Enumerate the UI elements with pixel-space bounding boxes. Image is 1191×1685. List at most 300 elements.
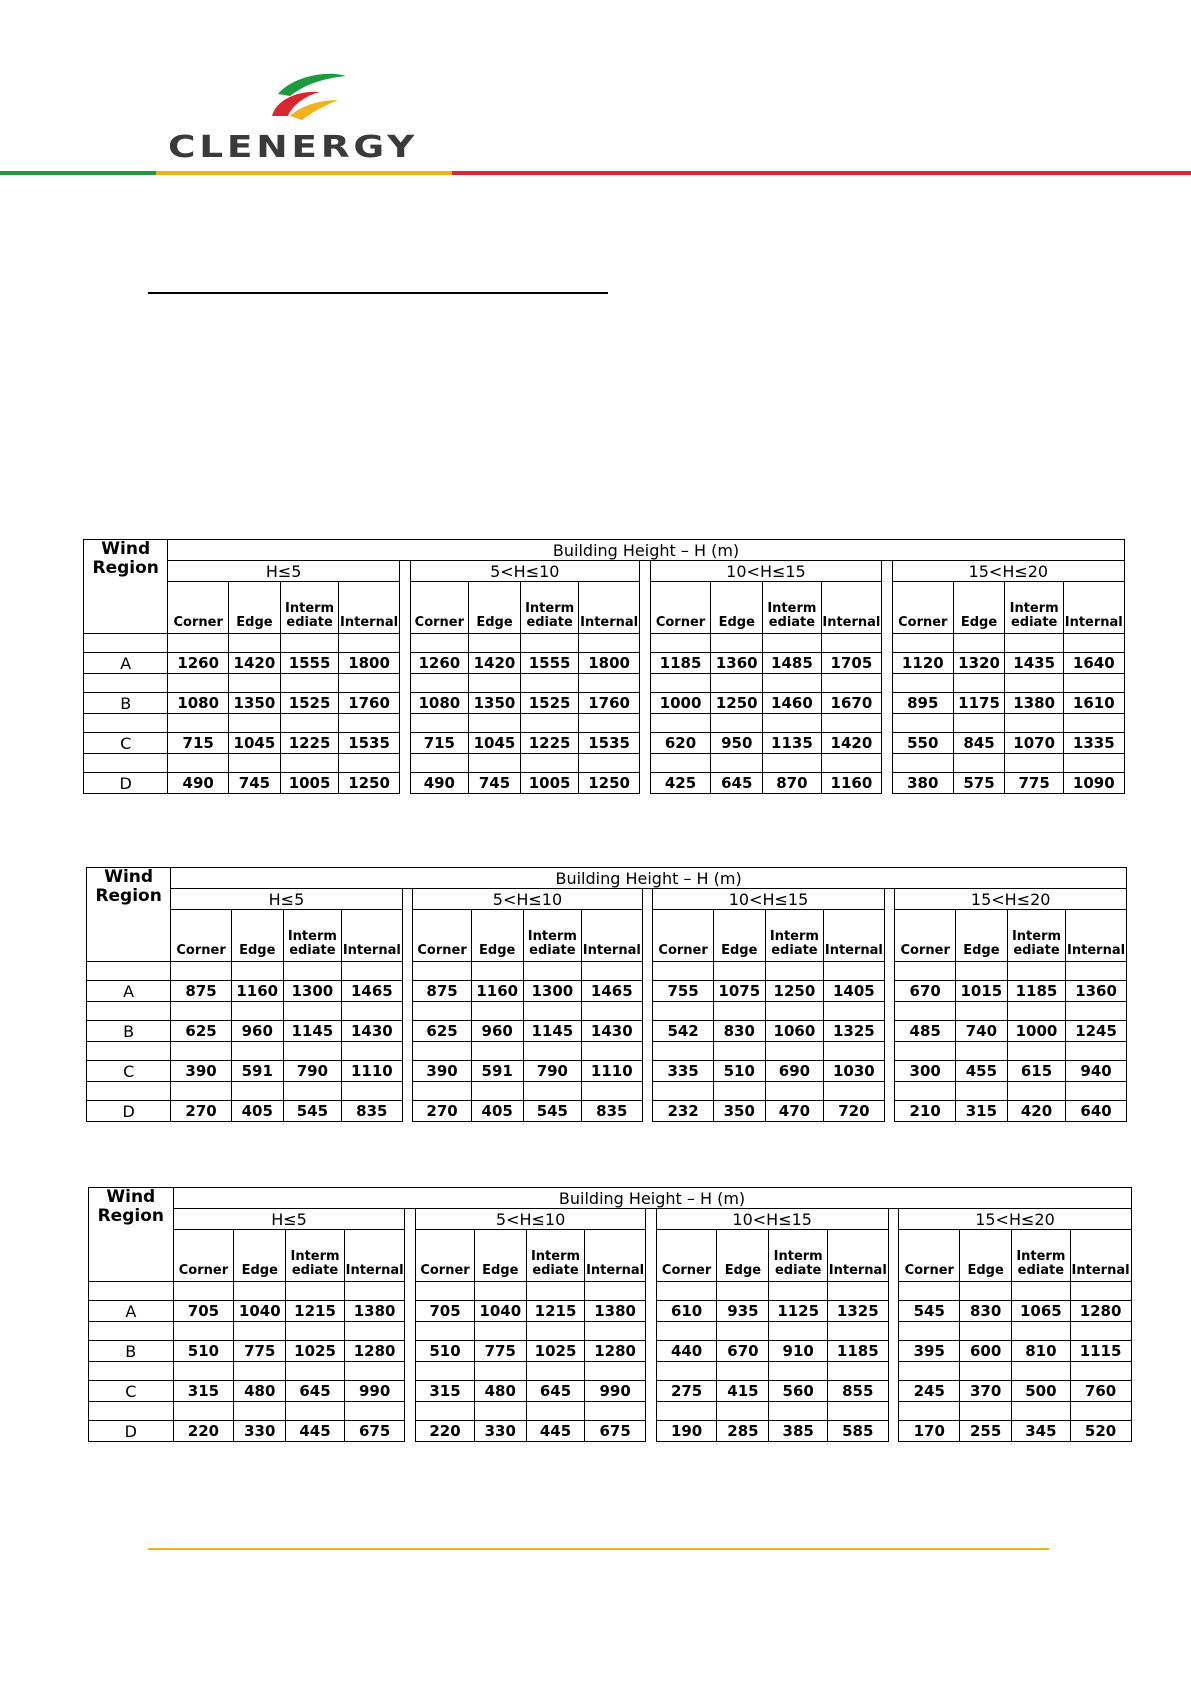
column-header-intermediate [520,582,578,634]
spacer-cell [585,1322,646,1341]
value-cell: 1760 [339,693,400,714]
spacer-cell [286,1282,345,1301]
value-cell: 395 [899,1341,960,1362]
spacer-cell [1066,962,1127,981]
value-cell: 745 [228,773,280,794]
wind-region-header [87,868,171,962]
region-cell: B [84,693,168,714]
value-cell: 485 [895,1021,956,1042]
spacer-cell [413,1082,471,1101]
value-cell: 1535 [339,733,400,754]
spacer-cell [579,754,640,773]
value-cell: 1040 [234,1301,286,1322]
building-height-header: Building Height – H (m) [171,868,1127,889]
value-cell: 1705 [821,653,882,674]
height-group-header: 15<H≤20 [899,1209,1131,1230]
value-cell: 875 [413,981,471,1002]
table-row [87,1061,1127,1082]
spacer-cell [955,1002,1007,1021]
spacer-cell [892,754,953,773]
value-cell: 775 [474,1341,526,1362]
value-cell: 170 [899,1421,960,1442]
column-header-edge: Edge [469,582,521,634]
spacer-cell [474,1322,526,1341]
value-cell: 1070 [1005,733,1063,754]
group-separator [888,1322,899,1341]
value-cell: 591 [231,1061,283,1082]
spacer-cell [1063,634,1124,653]
spacer-cell [827,1322,888,1341]
region-label: Region [92,558,159,578]
spacer-cell [410,714,468,733]
value-cell: 350 [713,1101,765,1122]
group-separator [884,962,895,981]
value-cell: 500 [1012,1381,1071,1402]
wind-load-table [83,539,1125,794]
column-header-corner: Corner [656,1230,717,1282]
column-header-intermediate [1012,1230,1071,1282]
intermediate-line-2: ediate [771,943,818,958]
value-cell: 950 [711,733,763,754]
value-cell: 1435 [1005,653,1063,674]
value-cell: 390 [171,1061,232,1082]
value-cell: 425 [650,773,711,794]
group-separator [645,1341,656,1362]
spacer-cell [286,1362,345,1381]
spacer-cell [585,1282,646,1301]
column-header-corner: Corner [650,582,711,634]
group-separator [399,773,410,794]
column-header-internal: Internal [827,1230,888,1282]
group-separator [884,1061,895,1082]
value-cell: 1005 [520,773,578,794]
value-cell: 510 [416,1341,475,1362]
group-separator [884,1082,895,1101]
spacer-cell [1066,1002,1127,1021]
value-cell: 1125 [769,1301,828,1322]
column-header-intermediate [523,910,581,962]
spacer-cell [283,1082,341,1101]
spacer-cell [1007,1042,1065,1061]
group-separator [405,1402,416,1421]
table-row [84,693,1125,714]
value-cell: 715 [410,733,468,754]
value-cell: 1060 [765,1021,823,1042]
group-separator [888,1402,899,1421]
column-header-edge: Edge [474,1230,526,1282]
group-separator [884,1002,895,1021]
group-separator [402,1101,413,1122]
spacer-cell [339,754,400,773]
group-separator [642,889,653,910]
spacer-cell [711,634,763,653]
spacer-cell [280,754,338,773]
spacer-cell [1066,1082,1127,1101]
column-header-corner: Corner [653,910,714,962]
spacer-cell [1007,1082,1065,1101]
building-height-header: Building Height – H (m) [168,540,1124,561]
spacer-cell [1005,754,1063,773]
column-header-internal: Internal [582,910,643,962]
group-separator [639,561,650,582]
column-header-edge: Edge [960,1230,1012,1282]
table-row [89,1381,1132,1402]
spacer-cell [656,1322,717,1341]
region-cell: D [84,773,168,794]
spacer-cell [953,674,1005,693]
spacer-cell [471,1042,523,1061]
value-cell: 480 [474,1381,526,1402]
group-separator [882,733,893,754]
value-cell: 940 [1066,1061,1127,1082]
spacer-cell [171,1082,232,1101]
intermediate-line-1: Interm [527,929,577,944]
table-row [84,773,1125,794]
value-cell: 1640 [1063,653,1124,674]
value-cell: 830 [960,1301,1012,1322]
spacer-cell [526,1362,585,1381]
group-separator [639,634,650,653]
spacer-cell [410,634,468,653]
value-cell: 1670 [821,693,882,714]
value-cell: 1145 [283,1021,341,1042]
header-rule [0,171,1191,175]
value-cell: 640 [1066,1101,1127,1122]
value-cell: 1280 [585,1341,646,1362]
spacer-cell [821,714,882,733]
spacer-cell [953,714,1005,733]
value-cell: 415 [717,1381,769,1402]
value-cell: 1555 [520,653,578,674]
spacer-cell [821,754,882,773]
group-separator [405,1301,416,1322]
wind-label: Wind [104,867,154,887]
spacer-cell [765,1042,823,1061]
group-separator [405,1282,416,1301]
spacer-cell [763,674,821,693]
value-cell: 591 [471,1061,523,1082]
spacer-cell [1012,1322,1071,1341]
value-cell: 1325 [824,1021,885,1042]
value-cell: 855 [827,1381,888,1402]
spacer-cell [84,714,168,733]
value-cell: 1350 [228,693,280,714]
spacer-cell [1012,1402,1071,1421]
group-separator [405,1209,416,1230]
spacer-cell [171,962,232,981]
spacer-cell [469,714,521,733]
spacer-cell [899,1402,960,1421]
spacer-cell [526,1322,585,1341]
column-header-corner: Corner [413,910,471,962]
group-separator [882,561,893,582]
group-separator [642,1061,653,1082]
spacer-cell [471,1082,523,1101]
intermediate-line-2: ediate [526,615,573,630]
value-cell: 1160 [231,981,283,1002]
value-cell: 510 [173,1341,234,1362]
value-cell: 775 [1005,773,1063,794]
spacer-cell [895,962,956,981]
value-cell: 620 [650,733,711,754]
spacer-cell [827,1282,888,1301]
group-separator [642,910,653,962]
value-cell: 960 [231,1021,283,1042]
spacer-cell [469,634,521,653]
spacer-cell [87,1042,171,1061]
wind-label: Wind [106,1187,156,1207]
spacer-cell [1066,1042,1127,1061]
value-cell: 1145 [523,1021,581,1042]
value-cell: 1260 [410,653,468,674]
intermediate-line-1: Interm [290,1249,340,1264]
value-cell: 755 [653,981,714,1002]
value-cell: 1120 [892,653,953,674]
value-cell: 760 [1070,1381,1131,1402]
value-cell: 745 [469,773,521,794]
group-separator [399,653,410,674]
leaf-swoosh-icon [268,72,358,132]
column-header-internal: Internal [585,1230,646,1282]
intermediate-line-1: Interm [287,929,337,944]
value-cell: 1800 [339,653,400,674]
value-cell: 1215 [526,1301,585,1322]
wind-region-header [84,540,168,634]
value-cell: 245 [899,1381,960,1402]
table-row [87,1101,1127,1122]
spacer-cell [474,1402,526,1421]
height-group-header: 15<H≤20 [895,889,1127,910]
group-separator [399,674,410,693]
value-cell: 420 [1007,1101,1065,1122]
value-cell: 1185 [650,653,711,674]
height-group-header: 10<H≤15 [650,561,881,582]
spacer-cell [717,1282,769,1301]
value-cell: 670 [717,1341,769,1362]
spacer-cell [231,962,283,981]
intermediate-line-2: ediate [774,1263,822,1278]
value-cell: 1380 [1005,693,1063,714]
spacer-cell [344,1282,405,1301]
group-separator [645,1381,656,1402]
region-cell: B [89,1341,174,1362]
spacer-cell [824,962,885,981]
group-separator [642,981,653,1002]
spacer-cell [955,962,1007,981]
spacer-cell [650,674,711,693]
value-cell: 490 [410,773,468,794]
spacer-cell [579,674,640,693]
spacer-cell [234,1322,286,1341]
spacer-cell [471,1002,523,1021]
column-header-corner: Corner [410,582,468,634]
value-cell: 405 [231,1101,283,1122]
group-separator [639,582,650,634]
spacer-cell [342,1002,403,1021]
value-cell: 935 [717,1301,769,1322]
spacer-cell [474,1362,526,1381]
value-cell: 835 [342,1101,403,1122]
value-cell: 1300 [523,981,581,1002]
group-separator [882,582,893,634]
spacer-cell [413,962,471,981]
spacer-cell [763,714,821,733]
value-cell: 1185 [827,1341,888,1362]
value-cell: 645 [711,773,763,794]
column-header-edge: Edge [231,910,283,962]
spacer-cell [89,1402,174,1421]
intermediate-line-2: ediate [289,943,336,958]
spacer-cell [1070,1362,1131,1381]
value-cell: 1360 [711,653,763,674]
group-separator [399,733,410,754]
value-cell: 1080 [410,693,468,714]
spacer-cell [469,754,521,773]
column-header-corner: Corner [895,910,956,962]
group-separator [642,1021,653,1042]
spacer-cell [173,1322,234,1341]
value-cell: 775 [234,1341,286,1362]
spacer-cell [892,674,953,693]
value-cell: 1430 [582,1021,643,1042]
spacer-cell [1070,1282,1131,1301]
group-separator [405,1381,416,1402]
value-cell: 1065 [1012,1301,1071,1322]
value-cell: 675 [344,1421,405,1442]
value-cell: 1025 [286,1341,345,1362]
spacer-cell [582,1002,643,1021]
height-group-header: 5<H≤10 [416,1209,646,1230]
group-separator [402,1082,413,1101]
group-separator [882,754,893,773]
spacer-cell [895,1042,956,1061]
spacer-cell [89,1362,174,1381]
value-cell: 380 [892,773,953,794]
column-header-intermediate [1005,582,1063,634]
column-header-intermediate [765,910,823,962]
value-cell: 560 [769,1381,828,1402]
value-cell: 1420 [821,733,882,754]
column-header-intermediate [769,1230,828,1282]
spacer-cell [656,1362,717,1381]
value-cell: 390 [413,1061,471,1082]
spacer-cell [526,1402,585,1421]
value-cell: 220 [173,1421,234,1442]
column-header-internal: Internal [1066,910,1127,962]
region-cell: C [87,1061,171,1082]
column-header-internal: Internal [339,582,400,634]
column-header-corner: Corner [173,1230,234,1282]
spacer-cell [523,1082,581,1101]
group-separator [882,653,893,674]
value-cell: 370 [960,1381,1012,1402]
spacer-cell [656,1282,717,1301]
group-separator [645,1402,656,1421]
logo-text: CLENERGY [168,130,419,165]
spacer-cell [892,714,953,733]
group-separator [639,693,650,714]
group-separator [642,1101,653,1122]
spacer-cell [413,1002,471,1021]
table-row [84,653,1125,674]
value-cell: 445 [286,1421,345,1442]
spacer-cell [769,1322,828,1341]
spacer-cell [84,634,168,653]
spacer-cell [821,674,882,693]
height-group-header: 10<H≤15 [656,1209,888,1230]
spacer-cell [234,1282,286,1301]
spacer-cell [526,1282,585,1301]
group-separator [399,714,410,733]
spacer-cell [413,1042,471,1061]
wind-load-table [88,1187,1132,1442]
spacer-cell [769,1402,828,1421]
region-label: Region [95,886,162,906]
spacer-cell [228,634,280,653]
spacer-cell [520,714,578,733]
spacer-cell [228,714,280,733]
spacer-cell [895,1082,956,1101]
group-separator [399,693,410,714]
value-cell: 845 [953,733,1005,754]
intermediate-line-1: Interm [767,601,817,616]
intermediate-line-2: ediate [532,1263,579,1278]
value-cell: 315 [955,1101,1007,1122]
value-cell: 1280 [344,1341,405,1362]
spacer-cell [717,1402,769,1421]
spacer-cell [895,1002,956,1021]
group-separator [402,889,413,910]
spacer-cell [280,634,338,653]
group-separator [888,1230,899,1282]
spacer-cell [650,754,711,773]
spacer-cell [231,1042,283,1061]
spacer-cell [824,1042,885,1061]
spacer-cell [769,1362,828,1381]
value-cell: 330 [474,1421,526,1442]
group-separator [639,733,650,754]
value-cell: 720 [824,1101,885,1122]
spacer-cell [955,1042,1007,1061]
table-row [87,981,1127,1002]
intermediate-line-2: ediate [1010,615,1058,630]
spacer-cell [416,1322,475,1341]
group-separator [884,1042,895,1061]
value-cell: 585 [827,1421,888,1442]
group-separator [888,1301,899,1322]
spacer-cell [1070,1402,1131,1421]
spacer-cell [471,962,523,981]
spacer-cell [827,1402,888,1421]
value-cell: 1045 [469,733,521,754]
value-cell: 790 [523,1061,581,1082]
value-cell: 990 [344,1381,405,1402]
value-cell: 1610 [1063,693,1124,714]
group-separator [645,1209,656,1230]
group-separator [884,910,895,962]
spacer-cell [711,674,763,693]
column-header-edge: Edge [953,582,1005,634]
region-cell: A [84,653,168,674]
spacer-cell [286,1322,345,1341]
group-separator [405,1230,416,1282]
value-cell: 1420 [228,653,280,674]
value-cell: 480 [234,1381,286,1402]
value-cell: 445 [526,1421,585,1442]
heading-underline [148,292,608,294]
value-cell: 1260 [168,653,229,674]
intermediate-line-2: ediate [286,615,333,630]
